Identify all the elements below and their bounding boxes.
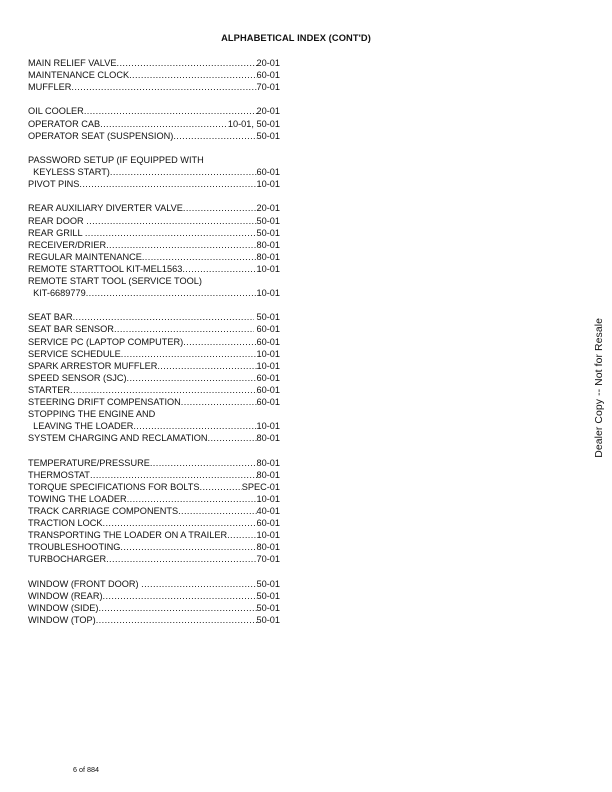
index-entry-page: 10-01 [256,421,280,432]
page-number: 6 of 884 [73,765,99,774]
index-entry-page: 10-01 [256,360,280,371]
index-entry[interactable] [28,602,280,614]
index-entry[interactable] [28,493,280,505]
dot-leader [84,105,257,117]
section-gap [28,142,280,154]
index-entry-label: KIT-6689779 [28,288,86,299]
index-entry-label: STEERING DRIFT COMPENSATION [28,397,181,407]
index-entry-heading: STOPPING THE ENGINE AND [28,409,156,420]
dot-leader [181,396,257,408]
dot-leader [96,614,257,626]
dot-leader [110,166,257,178]
dot-leader [103,590,257,602]
index-entry-page: 60-01 [256,167,280,178]
index-entry[interactable] [28,311,280,323]
index-entry-label: WINDOW (SIDE) [28,602,99,613]
index-entry-label: SEAT BAR [28,312,73,323]
index-entry[interactable] [28,130,280,142]
index-entry-label: TRACTION LOCK [28,518,103,529]
index-entry-page: SPEC-01 [241,481,280,492]
dot-leader [85,227,257,239]
dot-leader [173,130,256,142]
index-entry-label: TROUBLESHOOTING [28,542,121,553]
index-entry[interactable] [28,517,280,529]
dot-leader [98,602,256,614]
index-entry-label: REAR GRILL [28,227,85,238]
index-title-text: ALPHABETICAL INDEX (CONT'D) [221,33,371,43]
index-entry-page: 70-01 [256,82,280,93]
index-entry[interactable] [28,336,280,348]
index-entry[interactable] [28,457,280,469]
index-entry-page: 60-01 [256,384,280,395]
index-entry[interactable] [28,239,280,251]
index-entry-page: 10-01 [256,179,280,190]
dot-leader [183,202,257,214]
dot-leader [114,323,254,335]
index-entry[interactable] [28,529,280,541]
index-entry-label: WINDOW (FRONT DOOR) [28,578,142,589]
dot-leader [183,336,256,348]
index-entry-page: 10-01 [256,530,280,541]
dot-leader [150,457,257,469]
index-entry[interactable] [28,578,280,590]
index-entry-page: 40-01 [256,505,280,516]
index-entry[interactable] [28,481,280,493]
dot-leader [117,57,257,69]
index-entry[interactable] [28,432,280,444]
index-entry-page: 50-01 [253,312,280,323]
dot-leader [73,311,254,323]
index-entry[interactable] [28,360,280,372]
index-entry-page: 20-01 [256,106,280,117]
dot-leader [103,517,257,529]
index-entry-label: REGULAR MAINTENANCE [28,251,142,262]
index-entry-label: OPERATOR SEAT (SUSPENSION) [28,130,174,141]
dot-leader [71,81,256,93]
index-entry[interactable] [28,81,280,93]
index-entry-label: TEMPERATURE/PRESSURE [28,457,150,468]
index-entry[interactable] [28,541,280,553]
index-entry-label: REMOTE STARTTOOL KIT-MEL1563 [28,263,183,274]
index-entry-label: OIL COOLER [28,106,84,117]
dot-leader [142,251,257,263]
index-entry-page: 80-01 [256,469,280,480]
index-entry[interactable] [28,553,280,565]
index-entry[interactable] [28,396,280,408]
dot-leader [70,384,256,396]
index-entry-label: TORQUE SPECIFICATIONS FOR BOLTS [28,481,200,492]
index-entry[interactable] [28,469,280,481]
index-entry-label: TOWING THE LOADER [28,493,127,504]
index-entry-page: 60-01 [256,518,280,529]
index-entry-page: 10-01 [256,348,280,359]
index-entry-page: 80-01 [256,542,280,553]
index-entry-label: TRANSPORTING THE LOADER ON A TRAILER [28,530,228,541]
dot-leader [178,505,256,517]
section-gap [28,444,280,456]
index-entry-label: THERMOSTAT [28,469,90,480]
index-entry-page: 80-01 [256,239,280,250]
index-entry-page: 10-01 [256,288,280,299]
dot-leader [106,553,256,565]
dot-leader [200,481,242,493]
index-entry-page: 50-01 [256,215,280,226]
index-title [0,33,612,43]
index-entry[interactable] [28,118,280,130]
index-entry-page: 10-01, 50-01 [227,118,280,129]
dot-leader [141,578,256,590]
index-entry[interactable] [28,287,280,299]
index-entry-page: 50-01 [256,614,280,625]
index-entry-label: SERVICE PC (LAPTOP COMPUTER) [28,336,184,347]
dot-leader [121,348,257,360]
index-entry-page: 80-01 [256,433,280,444]
index-entry-label: KEYLESS START) [28,167,110,178]
index-entry-label: SPEED SENSOR (SJC) [28,372,127,383]
index-entry-label: RECEIVER/DRIER [28,239,107,250]
index-entry-heading: REMOTE START TOOL (SERVICE TOOL) [28,275,202,286]
dot-leader [120,541,256,553]
index-entry-label: STARTER [28,384,71,395]
index-entry-page: 50-01 [256,578,280,589]
index-entry-label: LEAVING THE LOADER [28,421,134,432]
index-entry[interactable] [28,372,280,384]
index-entry[interactable] [28,420,280,432]
index-entry[interactable] [28,263,280,275]
index-entry-page: 60-01 [256,70,280,81]
dot-leader [127,493,257,505]
dot-leader [90,469,257,481]
index-entry[interactable] [28,323,280,335]
index-entry[interactable] [28,590,280,602]
index-entry[interactable] [28,215,280,227]
dot-leader [86,215,256,227]
index-entry-page: 80-01 [256,251,280,262]
index-entry-page: 20-01 [256,203,280,214]
index-entry-page: 50-01 [256,602,280,613]
dealer-copy-watermark: Dealer Copy -- Not for Resale [594,318,605,458]
index-entry[interactable] [28,348,280,360]
index-entry-label: REAR DOOR [28,215,87,226]
index-entry-page: 80-01 [256,457,280,468]
dot-leader [86,287,257,299]
index-entry-label: MUFFLER [28,82,72,93]
index-entry[interactable] [28,614,280,626]
index-entry-label: WINDOW (REAR) [28,590,103,601]
index-entry-page: 60-01 [256,397,280,407]
dot-leader [182,263,256,275]
index-entry-label: MAINTENANCE CLOCK [28,70,130,81]
index-entry-page: 20-01 [256,58,280,68]
index-entry-label: SPARK ARRESTOR MUFFLER [28,360,158,371]
index-entry-heading: PASSWORD SETUP (IF EQUIPPED WITH [28,154,204,165]
index-entry[interactable] [28,105,280,117]
dot-leader [129,69,256,81]
index-entry-label: SERVICE SCHEDULE [28,348,121,359]
alphabetical-index [28,57,280,626]
index-entry-page: 70-01 [256,554,280,565]
index-entry-page: 60-01 [256,372,280,383]
index-entry[interactable] [28,227,280,239]
index-entry[interactable] [28,178,280,190]
dot-leader [127,372,257,384]
dot-leader [100,118,228,130]
index-entry-label: SEAT BAR SENSOR [28,324,114,335]
index-entry-page: 50-01 [256,227,280,238]
index-entry-page: 60-01 [253,324,280,335]
index-entry-page: 50-01 [256,590,280,601]
index-entry-page: 50-01 [256,130,280,141]
section-gap [28,93,280,105]
index-entry-page: 10-01 [256,493,280,504]
section-gap [28,190,280,202]
index-entry-page: 10-01 [256,263,280,274]
index-entry-page: 60-01 [256,336,280,347]
index-entry-label: TRACK CARRIAGE COMPONENTS [28,505,179,516]
dot-leader [208,432,257,444]
index-entry[interactable] [28,384,280,396]
dot-leader [106,239,256,251]
index-entry[interactable] [28,69,280,81]
index-entry-label: TURBOCHARGER [28,554,107,565]
index-entry[interactable] [28,505,280,517]
index-entry-label: MAIN RELIEF VALVE [28,58,117,68]
index-entry[interactable] [28,57,280,69]
index-entry[interactable] [28,202,280,214]
index-entry-label: REAR AUXILIARY DIVERTER VALVE [28,203,183,214]
index-entry-label: PIVOT PINS [28,179,80,190]
section-gap [28,299,280,311]
dot-leader [133,420,256,432]
index-entry-label: OPERATOR CAB [28,118,101,129]
index-entry-label: WINDOW (TOP) [28,614,96,625]
index-entry[interactable] [28,166,280,178]
dot-leader [157,360,256,372]
index-entry-label: SYSTEM CHARGING AND RECLAMATION [28,433,208,444]
index-entry[interactable] [28,251,280,263]
section-gap [28,565,280,577]
dot-leader [227,529,256,541]
dot-leader [79,178,256,190]
